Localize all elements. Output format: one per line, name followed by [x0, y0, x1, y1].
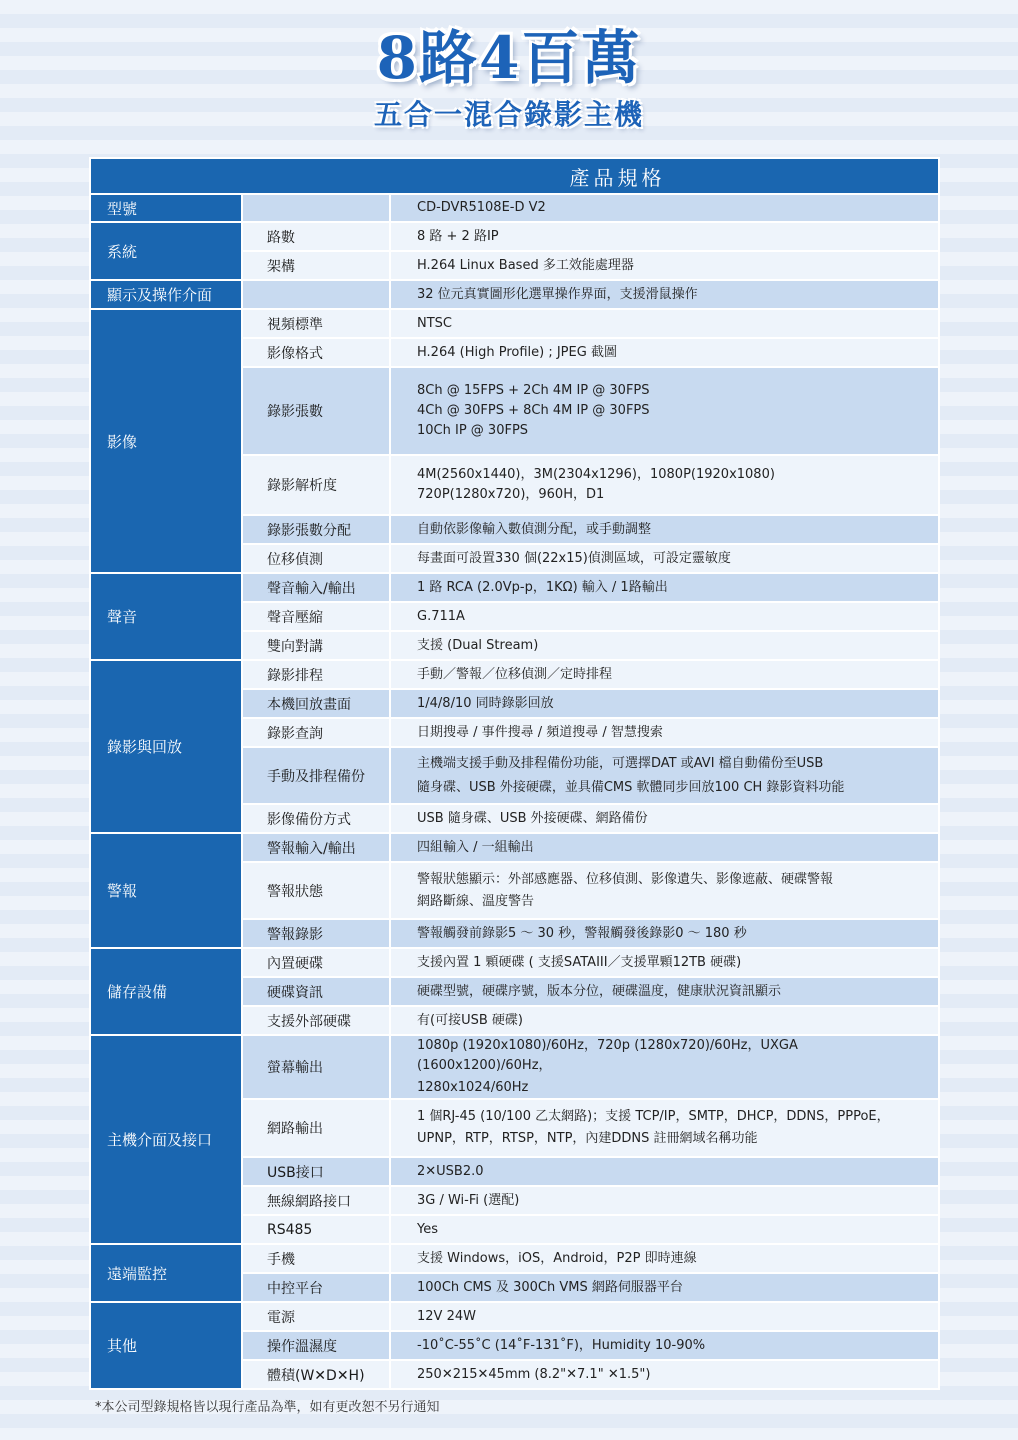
spec-label: 影像格式: [242, 338, 390, 367]
spec-value: G.711A: [390, 602, 939, 631]
spec-label: 錄影排程: [242, 660, 390, 689]
spec-label: 警報狀態: [242, 862, 390, 919]
spec-label: 聲音壓縮: [242, 602, 390, 631]
spec-value: 12V 24W: [390, 1302, 939, 1331]
category-alarm: 警報: [90, 833, 242, 948]
spec-label: 視頻標準: [242, 309, 390, 338]
spec-value: 8Ch @ 15FPS + 2Ch 4M IP @ 30FPS 4Ch @ 30FPS + 8Ch 4M IP @ 30FPS 10Ch IP @ 30FPS: [390, 367, 939, 455]
spec-label: 支援外部硬碟: [242, 1006, 390, 1035]
spec-value: 250✕215✕45mm (8.2"✕7.1" ✕1.5"): [390, 1360, 939, 1389]
spec-value: 2✕USB2.0: [390, 1157, 939, 1186]
spec-label: 警報輸入/輸出: [242, 833, 390, 862]
spec-label: 聲音輸入/輸出: [242, 573, 390, 602]
spec-value: CD-DVR5108E-D V2: [390, 194, 939, 222]
spec-value: 8 路 + 2 路IP: [390, 222, 939, 251]
spec-value: 1/4/8/10 同時錄影回放: [390, 689, 939, 718]
spec-label: 手機: [242, 1244, 390, 1273]
spec-table: [89, 157, 940, 1390]
category-audio: 聲音: [90, 573, 242, 660]
category-other: 其他: [90, 1302, 242, 1389]
category-interface: 主機介面及接口: [90, 1035, 242, 1244]
spec-value: 自動依影像輸入數偵測分配，或手動調整: [390, 515, 939, 544]
product-title: 8路4百萬: [376, 24, 642, 92]
spec-label: USB接口: [242, 1157, 390, 1186]
spec-label: 內置硬碟: [242, 948, 390, 977]
spec-label: 手動及排程備份: [242, 747, 390, 804]
spec-label: 網路輸出: [242, 1099, 390, 1157]
spec-label: 本機回放畫面: [242, 689, 390, 718]
spec-value: 警報觸發前錄影5 ～ 30 秒，警報觸發後錄影0 ～ 180 秒: [390, 919, 939, 948]
spec-label: 電源: [242, 1302, 390, 1331]
spec-value: USB 隨身碟、USB 外接硬碟、網路備份: [390, 804, 939, 833]
product-subtitle: 五合一混合錄影主機: [373, 98, 644, 131]
category-display: 顯示及操作介面: [90, 280, 242, 309]
spec-label: RS485: [242, 1215, 390, 1244]
spec-value: 100Ch CMS 及 300Ch VMS 網路伺服器平台: [390, 1273, 939, 1302]
spec-label: 錄影查詢: [242, 718, 390, 747]
spec-label: 警報錄影: [242, 919, 390, 948]
spec-label: 錄影張數: [242, 367, 390, 455]
spec-value: 警報狀態顯示：外部感應器、位移偵測、影像遺失、影像遮蔽、硬碟警報 網路斷線、溫度警告: [390, 862, 939, 919]
spec-value: 日期搜尋 / 事件搜尋 / 頻道搜尋 / 智慧搜索: [390, 718, 939, 747]
spec-label: [242, 194, 390, 222]
spec-value: H.264 Linux Based 多工效能處理器: [390, 251, 939, 280]
spec-value: 32 位元真實圖形化選單操作界面，支援滑鼠操作: [390, 280, 939, 309]
spec-value: -10˚C-55˚C (14˚F-131˚F)，Humidity 10-90%: [390, 1331, 939, 1360]
spec-label: [242, 280, 390, 309]
spec-value: H.264 (High Profile) ; JPEG 截圖: [390, 338, 939, 367]
spec-label: 無線網路接口: [242, 1186, 390, 1215]
spec-value: NTSC: [390, 309, 939, 338]
spec-value: 1 路 RCA (2.0Vp-p，1KΩ) 輸入 / 1路輸出: [390, 573, 939, 602]
spec-value: 4M(2560x1440)，3M(2304x1296)，1080P(1920x1080) 720P(1280x720)，960H，D1: [390, 455, 939, 515]
spec-label: 雙向對講: [242, 631, 390, 660]
spec-label: 體積(W✕D✕H): [242, 1360, 390, 1389]
spec-label: 影像備份方式: [242, 804, 390, 833]
category-remote: 遠端監控: [90, 1244, 242, 1302]
spec-value: 硬碟型號，硬碟序號，版本分位，硬碟溫度，健康狀況資訊顯示: [390, 977, 939, 1006]
spec-value: 3G / Wi-Fi (選配): [390, 1186, 939, 1215]
spec-label: 硬碟資訊: [242, 977, 390, 1006]
spec-label: 錄影張數分配: [242, 515, 390, 544]
spec-label: 螢幕輸出: [242, 1035, 390, 1099]
spec-label: 錄影解析度: [242, 455, 390, 515]
table-heading: 產品規格: [90, 158, 939, 194]
category-system: 系統: [90, 222, 242, 280]
category-video: 影像: [90, 309, 242, 573]
spec-value: 1 個RJ-45 (10/100 乙太網路)；支援 TCP/IP，SMTP，DHCP，DDNS，PPPoE， UPNP，RTP，RTSP，NTP，內建DDNS 註冊網域名稱功能: [390, 1099, 939, 1157]
spec-label: 路數: [242, 222, 390, 251]
spec-value: 手動／警報／位移偵測／定時排程: [390, 660, 939, 689]
spec-value: 支援 Windows，iOS，Android，P2P 即時連線: [390, 1244, 939, 1273]
spec-label: 中控平台: [242, 1273, 390, 1302]
spec-value: 1080p (1920x1080)/60Hz，720p (1280x720)/60Hz，UXGA (1600x1200)/60Hz， 1280x1024/60Hz: [390, 1035, 939, 1099]
spec-value: Yes: [390, 1215, 939, 1244]
category-model: 型號: [90, 194, 242, 222]
spec-label: 架構: [242, 251, 390, 280]
category-storage: 儲存設備: [90, 948, 242, 1035]
spec-value: 四組輸入 / 一組輸出: [390, 833, 939, 862]
spec-value: 主機端支援手動及排程備份功能，可選擇DAT 或AVI 檔自動備份至USB 隨身碟、USB 外接硬碟，並具備CMS 軟體同步回放100 CH 錄影資料功能: [390, 747, 939, 804]
footnote: *本公司型錄規格皆以現行產品為準，如有更改恕不另行通知: [95, 1400, 440, 1415]
title-block: [0, 22, 1018, 134]
spec-value: 每畫面可設置330 個(22x15)偵測區域，可設定靈敏度: [390, 544, 939, 573]
category-recording: 錄影與回放: [90, 660, 242, 833]
spec-label: 操作溫濕度: [242, 1331, 390, 1360]
spec-value: 有(可接USB 硬碟): [390, 1006, 939, 1035]
spec-label: 位移偵測: [242, 544, 390, 573]
spec-value: 支援 (Dual Stream): [390, 631, 939, 660]
spec-value: 支援內置 1 顆硬碟 ( 支援SATAIII／支援單顆12TB 硬碟): [390, 948, 939, 977]
